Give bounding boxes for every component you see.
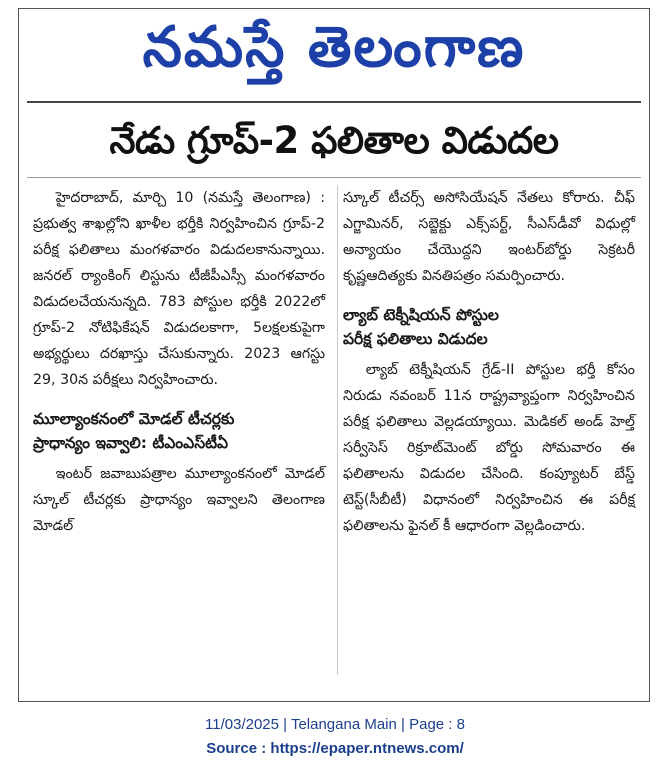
right-paragraph-2: ల్యాబ్ టెక్నీషియన్ గ్రేడ్-II పోస్టుల భర్తీ కోసం నిరుడు నవంబర్ 11న రాష్ట్రవ్యాప్తంగా నిర్వహించిన పరీక్ష ఫలితాలు వెల్లడయ్యాయి. మెడికల్ అండ్ హెల్త్ సర్వీసెస్ రిక్రూట్‌మెంట్ బోర్డు సోమవారం ఈ ఫలితాలను విడుదల చేసింది. కంప్యూటర్ బేస్డ్ టెస్ట్(సీబీటీ) విధానంలో నిర్వహించిన ఈ పరీక్ష ఫలితాలను ఫైనల్ కీ ఆధారంగా వెల్లడించారు. — [343, 362, 635, 534]
left-subheading — [33, 407, 325, 455]
article-right-column — [343, 185, 635, 539]
headline-divider — [27, 177, 641, 178]
right-paragraph-1: స్కూల్ టీచర్స్ అసోసియేషన్ నేతలు కోరారు. చీఫ్ ఎగ్జామినర్, సబ్జెక్టు ఎక్స్‌పర్ట్, సీఎస్‌డీవో విధుల్లో అన్యాయం చేయొద్దని ఇంటర్‌బోర్డు సెక్రటరీ కృష్ణఆదిత్యకు వినతిపత్రం సమర్పించారు. — [343, 190, 635, 284]
newspaper-masthead: నమస్తే తెలంగాణ — [142, 14, 526, 80]
column-divider — [337, 185, 338, 675]
edition-info: 11/03/2025 | Telangana Main | Page : 8 — [205, 716, 465, 733]
newspaper-clipping — [18, 8, 650, 702]
cut-off-next-headline — [27, 695, 641, 701]
left-subheading-line-1: మూల్యాంకనంలో మోడల్ టీచర్లకు — [33, 410, 235, 428]
right-subheading — [343, 303, 635, 351]
article-left-column — [33, 185, 325, 539]
masthead-divider — [27, 101, 641, 103]
left-subheading-line-2: ప్రాధాన్యం ఇవ్వాలి: టీఎంఎస్‌టీఏ — [33, 434, 229, 452]
left-paragraph-2: ఇంటర్ జవాబుపత్రాల మూల్యాంకనంలో మోడల్ స్కూల్ టీచర్లకు ప్రాధాన్యం ఇవ్వాలని తెలంగాణ మోడల్ — [33, 466, 325, 534]
article-headline: నేడు గ్రూప్-2 ఫలితాల విడుదల — [109, 119, 559, 162]
source-info: Source : https://epaper.ntnews.com/ — [206, 740, 464, 757]
right-subheading-line-2: పరీక్ష ఫలితాలు విడుదల — [343, 330, 488, 348]
right-subheading-line-1: ల్యాబ్ టెక్నీషియన్ పోస్టుల — [343, 306, 499, 324]
left-paragraph-1: హైదరాబాద్, మార్చి 10 (నమస్తే తెలంగాణ) : ప్రభుత్వ శాఖల్లోని ఖాళీల భర్తీకి నిర్వహించిన గ్రూప్-2 పరీక్ష ఫలితాలు మంగళవారం విడుదలకానున్నాయి. జనరల్ ర్యాంకింగ్ లిస్టును టీజీపీఎస్సీ మంగళవారం విడుదలచేయనున్నది. 783 పోస్టుల భర్తీకి 2022లో గ్రూప్-2 నోటిఫికేషన్ విడుదలకాగా, 5లక్షలకుపైగా అభ్యర్థులు దరఖాస్తు చేసుకున్నారు. 2023 ఆగస్టు 29, 30న పరీక్షలు నిర్వహించారు. — [33, 190, 325, 388]
